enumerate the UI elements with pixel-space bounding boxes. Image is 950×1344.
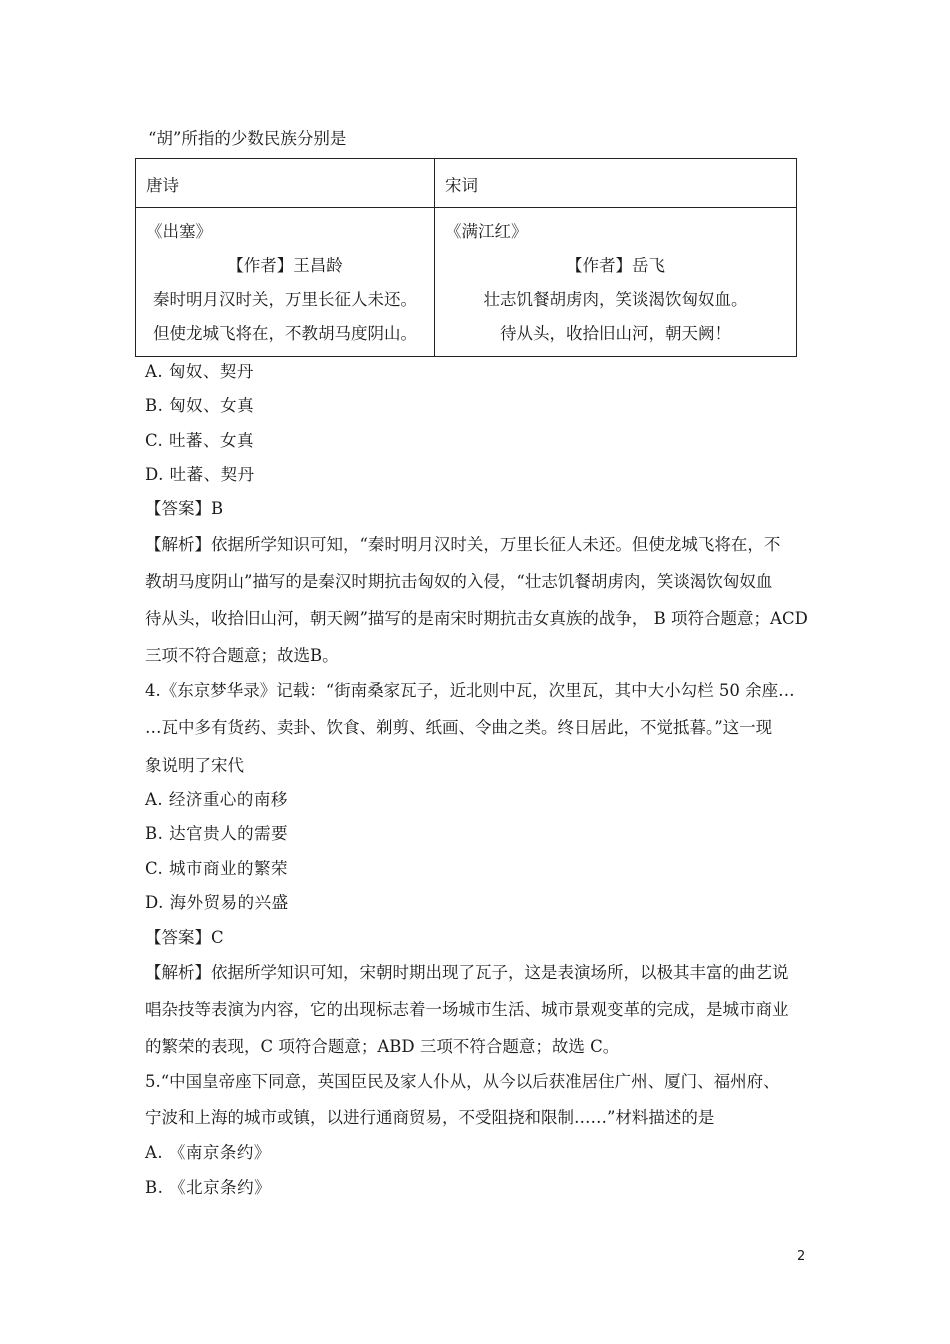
q4-stem-line: 4.《东京梦华录》记载：“街南桑家瓦子，近北则中瓦，次里瓦，其中大小勾栏 50 余座… — [145, 681, 795, 700]
q3-option-d: D. 吐蕃、契丹 — [145, 465, 255, 484]
poem-title: 《出塞》 — [146, 222, 212, 241]
q4-answer: 【答案】C — [145, 928, 224, 947]
q5-option-b: B. 《北京条约》 — [145, 1178, 272, 1197]
poem-line: 待从头，收拾旧山河，朝天阙！ — [500, 324, 731, 343]
q5-option-a: A. 《南京条约》 — [145, 1143, 271, 1162]
poem-cell-manjianghong — [435, 208, 797, 357]
poem-line: 壮志饥餐胡虏肉，笑谈渴饮匈奴血。 — [483, 290, 748, 309]
poem-author: 【作者】王昌龄 — [227, 256, 343, 275]
q4-option-c: C. 城市商业的繁荣 — [145, 859, 289, 878]
q4-stem-line: …瓦中多有货药、卖卦、饮食、剃剪、纸画、令曲之类。终日居此，不觉抵暮。”这一现 — [145, 718, 773, 737]
page-number: 2 — [797, 1249, 806, 1264]
q4-option-b: B. 达官贵人的需要 — [145, 824, 289, 843]
q4-analysis-line: 唱杂技等表演为内容，它的出现标志着一场城市生活、城市景观变革的完成，是城市商业 — [145, 1000, 789, 1019]
q4-option-a: A. 经济重心的南移 — [145, 790, 288, 809]
poem-cell-chusai — [136, 208, 435, 357]
q3-option-b: B. 匈奴、女真 — [145, 396, 255, 415]
q4-analysis-line: 的繁荣的表现，C 项符合题意；ABD 三项不符合题意；故选 C。 — [145, 1037, 620, 1056]
table-header-song: 宋词 — [435, 159, 797, 208]
q3-analysis-line: 【解析】依据所学知识可知，“秦时明月汉时关，万里长征人未还。但使龙城飞将在，不 — [145, 535, 781, 554]
q4-analysis-line: 【解析】依据所学知识可知，宋朝时期出现了瓦子，这是表演场所，以极其丰富的曲艺说 — [145, 963, 789, 982]
q5-stem-line: 宁波和上海的城市或镇，以进行通商贸易，不受阻挠和限制……”材料描述的是 — [145, 1108, 715, 1127]
poem-line: 秦时明月汉时关，万里长征人未还。 — [153, 290, 417, 309]
poem-table — [135, 158, 797, 357]
table-header-tang: 唐诗 — [136, 159, 435, 208]
poem-author: 【作者】岳飞 — [566, 256, 665, 275]
q3-answer: 【答案】B — [145, 499, 224, 518]
q3-analysis-line: 待从头，收拾旧山河，朝天阙”描写的是南宋时期抗击女真族的战争， B 项符合题意；ACD — [145, 609, 808, 628]
poem-line: 但使龙城飞将在，不教胡马度阴山。 — [153, 324, 417, 343]
q3-analysis-line: 教胡马度阴山”描写的是秦汉时期抗击匈奴的入侵，“壮志饥餐胡虏肉，笑谈渴饮匈奴血 — [145, 572, 773, 591]
poem-title: 《满江红》 — [445, 222, 528, 241]
q4-stem-line: 象说明了宋代 — [145, 756, 244, 775]
q3-analysis-line: 三项不符合题意；故选B。 — [145, 646, 339, 665]
q3-option-a: A. 匈奴、契丹 — [145, 362, 254, 381]
q5-stem-line: 5.“中国皇帝座下同意，英国臣民及家人仆从，从今以后获准居住广州、厦门、福州府、 — [145, 1072, 780, 1091]
q3-option-c: C. 吐蕃、女真 — [145, 431, 255, 450]
q4-option-d: D. 海外贸易的兴盛 — [145, 893, 289, 912]
question-intro: “胡”所指的少数民族分别是 — [148, 129, 347, 148]
